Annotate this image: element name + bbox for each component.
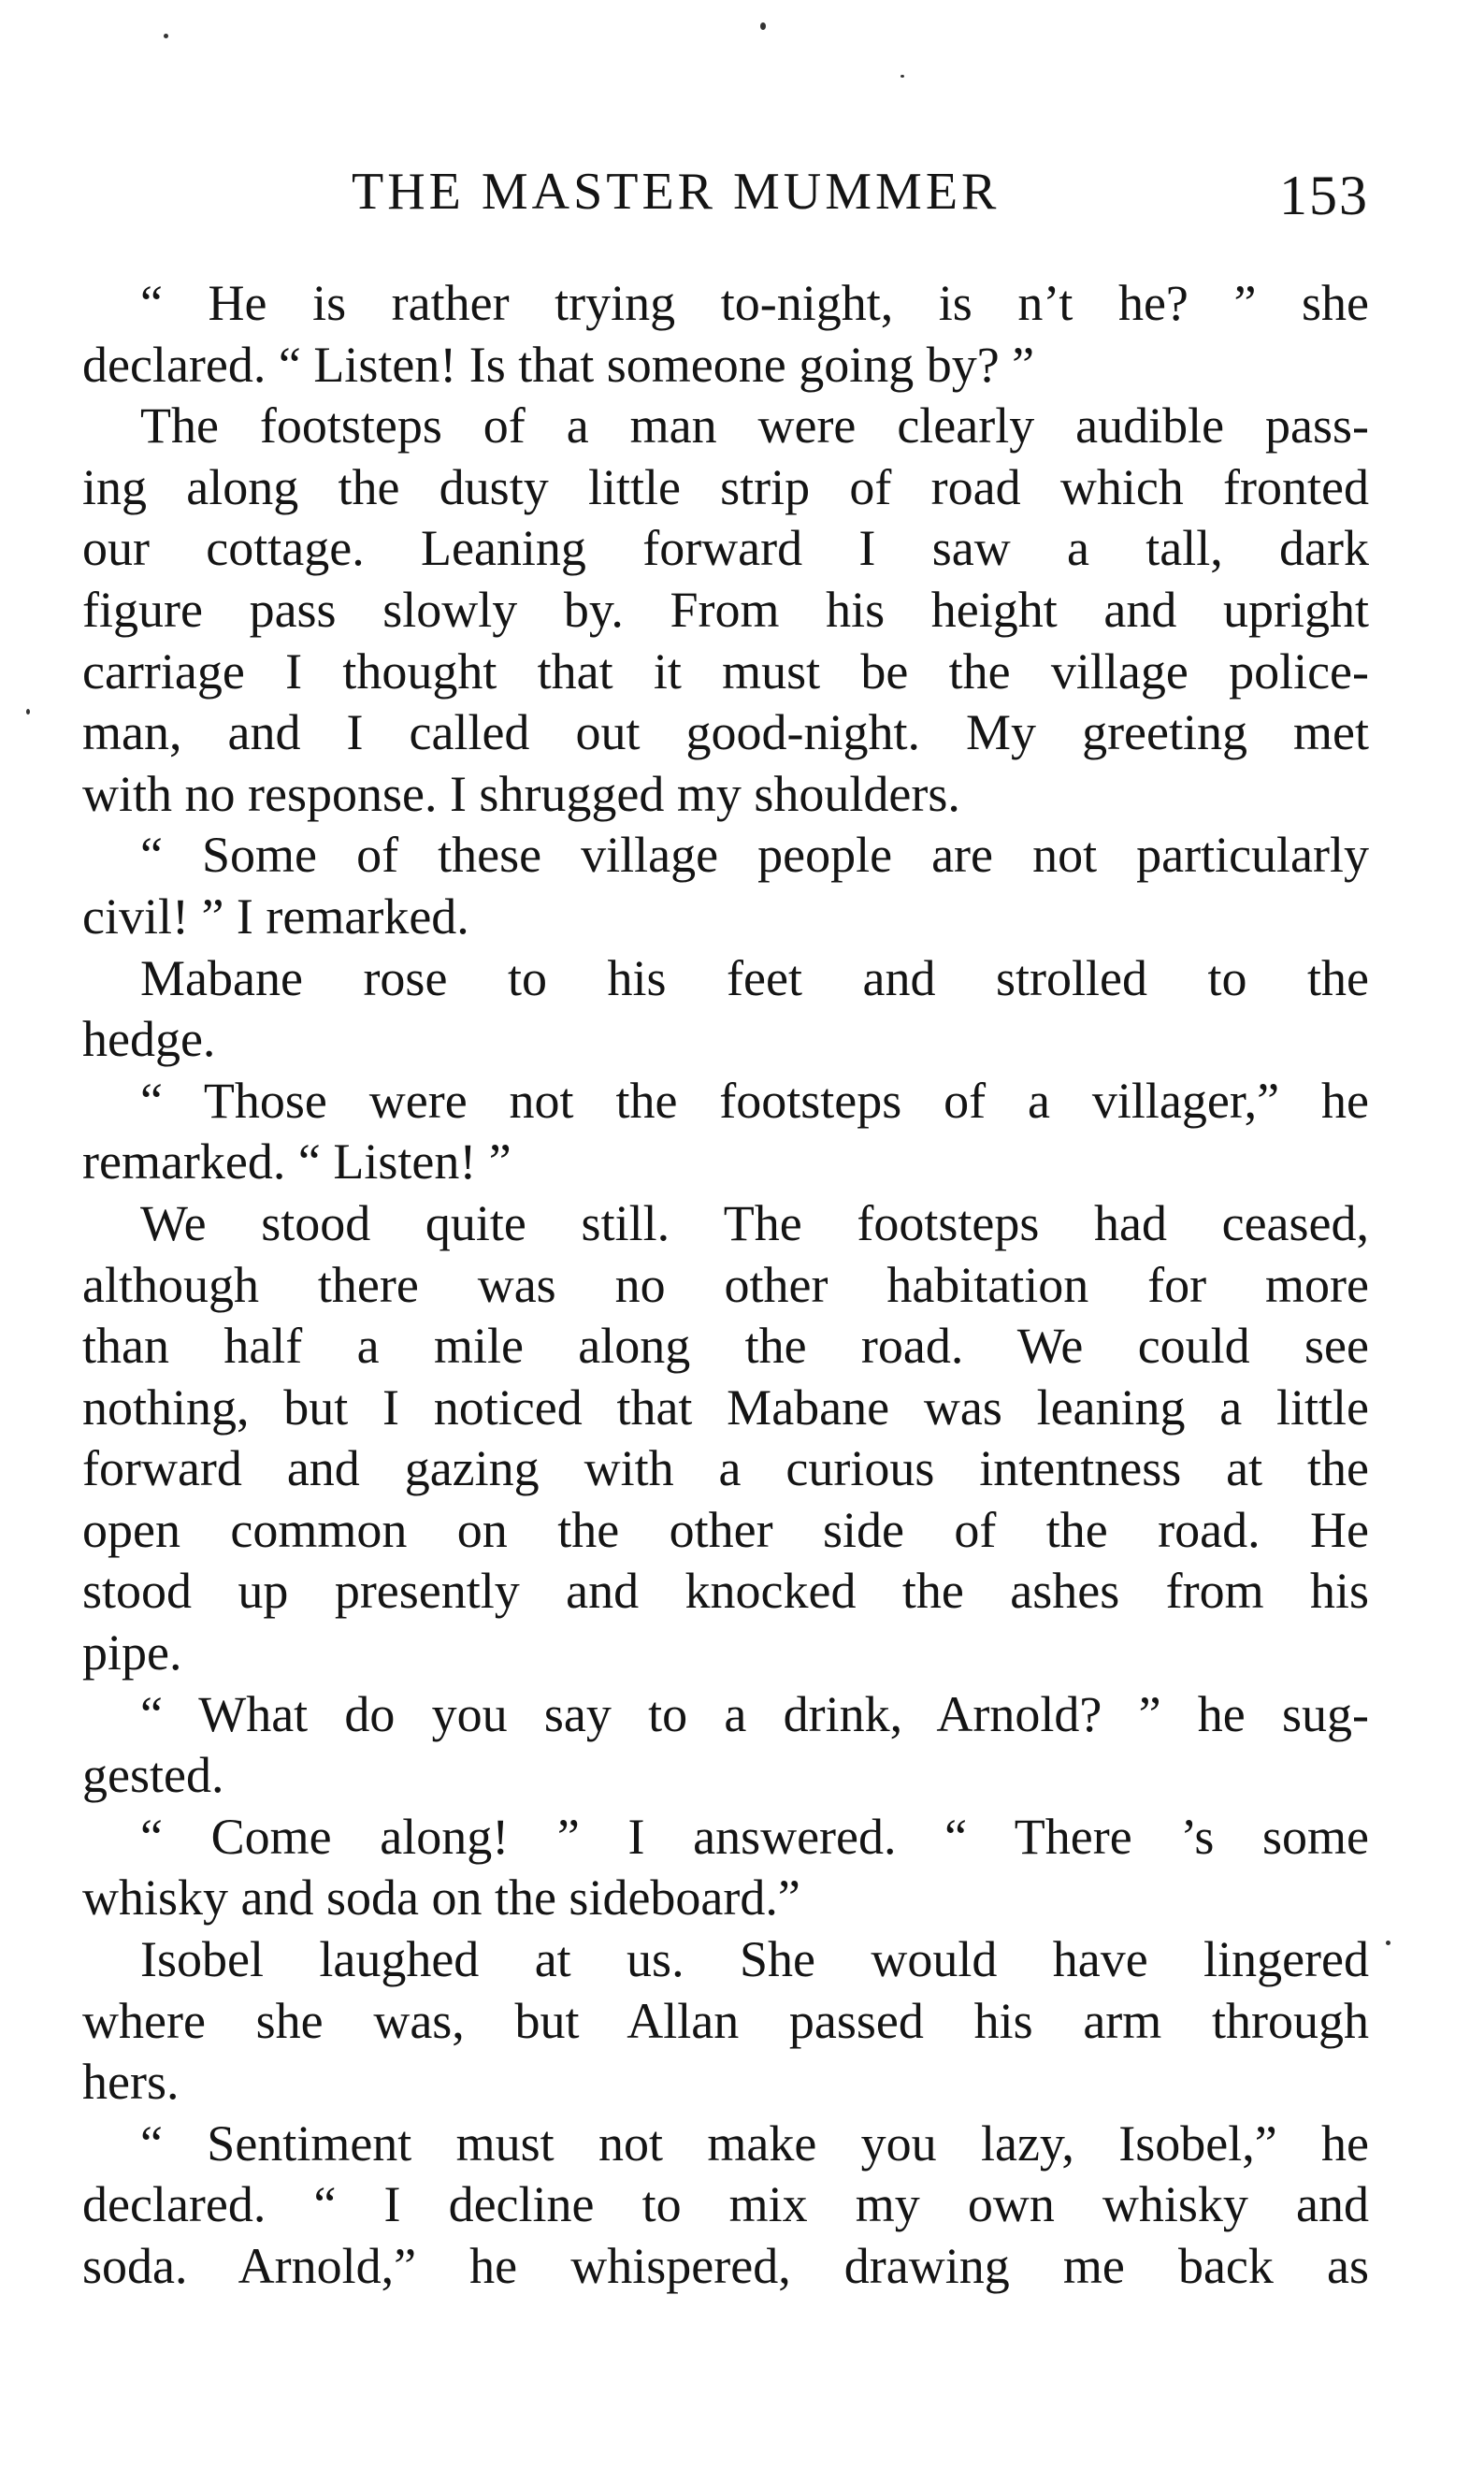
text-line: Isobel laughed at us. She would have lingered — [140, 1931, 1369, 1988]
body-text — [82, 273, 1369, 2298]
text-line: “ Come along! ” I answered. “ There ’s some — [140, 1808, 1369, 1865]
text-line: pipe. — [82, 1624, 182, 1681]
text-line: forward and gazing with a curious intentness at the — [82, 1440, 1369, 1497]
text-line: gested. — [82, 1747, 224, 1804]
text-line: with no response. I shrugged my shoulders. — [82, 765, 960, 822]
print-speck — [164, 34, 168, 38]
text-line: although there was no other habitation for more — [82, 1256, 1369, 1313]
text-line: where she was, but Allan passed his arm through — [82, 1992, 1369, 2049]
text-line: hedge. — [82, 1011, 216, 1068]
text-line: “ Some of these village people are not particularly — [140, 827, 1369, 884]
text-line: declared. “ I decline to mix my own whisky and — [82, 2176, 1369, 2233]
text-line: ing along the dusty little strip of road which fronted — [82, 458, 1369, 515]
text-line: figure pass slowly by. From his height and upright — [82, 581, 1369, 638]
text-line: Mabane rose to his feet and strolled to the — [140, 949, 1369, 1006]
text-line: “ Sentiment must not make you lazy, Isobel,” he — [140, 2114, 1369, 2172]
text-line: declared. “ Listen! Is that someone going by? ” — [82, 336, 1035, 393]
text-line: carriage I thought that it must be the village police- — [82, 642, 1369, 700]
print-speck — [26, 709, 30, 714]
text-line: nothing, but I noticed that Mabane was leaning a little — [82, 1378, 1369, 1436]
print-speck — [900, 75, 904, 78]
text-line: stood up presently and knocked the ashes from his — [82, 1563, 1369, 1620]
text-line: open common on the other side of the road. He — [82, 1501, 1369, 1558]
text-line: whisky and soda on the sideboard.” — [82, 1869, 800, 1927]
text-line: our cottage. Leaning forward I saw a tall, dark — [82, 520, 1369, 577]
page-number: 153 — [1279, 165, 1369, 226]
text-line: civil! ” I remarked. — [82, 888, 469, 945]
text-line: “ He is rather trying to-night, is n’t he? ” she — [140, 275, 1369, 331]
print-speck — [1386, 1941, 1390, 1945]
text-line: The footsteps of a man were clearly audible pass- — [140, 397, 1369, 455]
running-header — [82, 159, 1369, 224]
running-title: THE MASTER MUMMER — [352, 163, 1001, 221]
print-speck — [760, 22, 766, 30]
text-line: remarked. “ Listen! ” — [82, 1133, 511, 1191]
text-line: than half a mile along the road. We could see — [82, 1318, 1369, 1375]
text-line: “ What do you say to a drink, Arnold? ” he sug- — [140, 1685, 1369, 1742]
text-line: man, and I called out good-night. My greeting met — [82, 704, 1369, 761]
text-line: hers. — [82, 2054, 180, 2111]
text-line: soda. Arnold,” he whispered, drawing me back as — [82, 2238, 1369, 2294]
text-line: We stood quite still. The footsteps had ceased, — [140, 1194, 1369, 1251]
text-line: “ Those were not the footsteps of a villager,” he — [140, 1072, 1369, 1129]
